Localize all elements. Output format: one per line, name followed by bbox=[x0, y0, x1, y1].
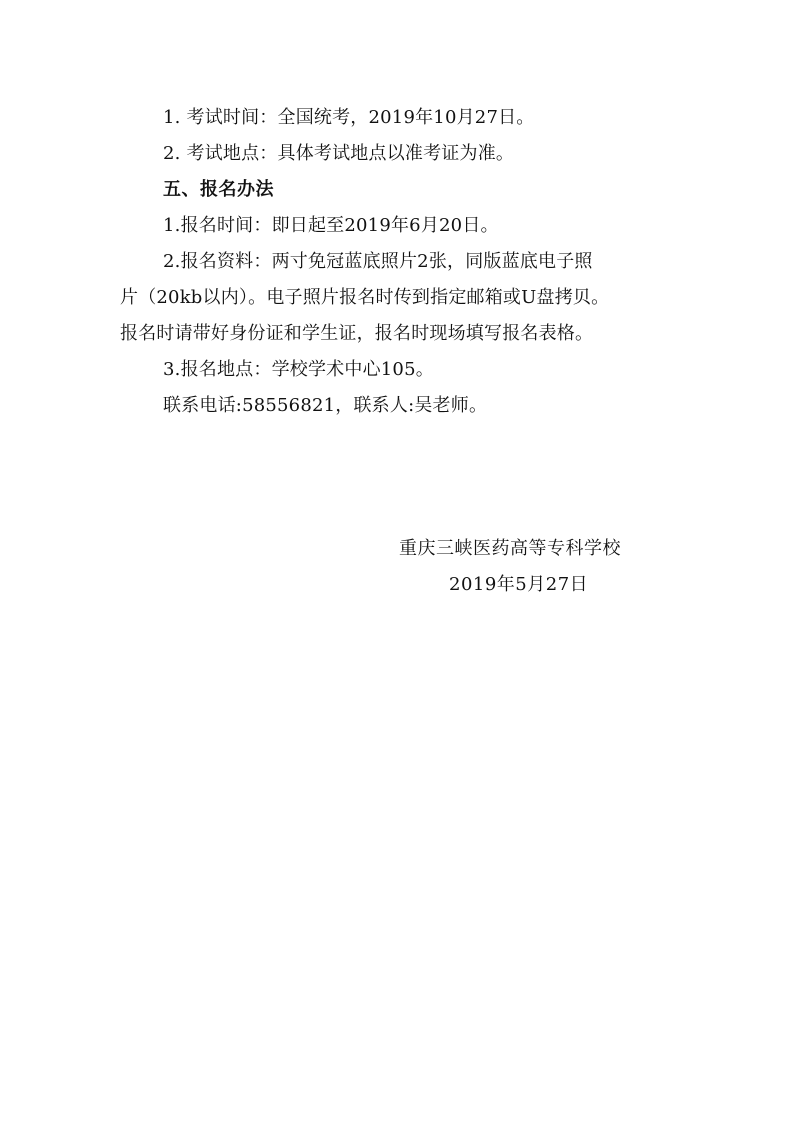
signature-date: 2019年5月27日 bbox=[449, 574, 589, 595]
registration-materials-item: 2.报名资料：两寸免冠蓝底照片2张，同版蓝底电子照 bbox=[163, 251, 593, 272]
exam-location-item: 2. 考试地点：具体考试地点以准考证为准。 bbox=[163, 143, 515, 164]
registration-id-note: 报名时请带好身份证和学生证，报名时现场填写报名表格。 bbox=[120, 323, 594, 344]
registration-materials-continued: 片（20kb以内）。电子照片报名时传到指定邮箱或U盘拷贝。 bbox=[120, 287, 610, 308]
registration-time-item: 1.报名时间：即日起至2019年6月20日。 bbox=[163, 215, 499, 236]
registration-location-item: 3.报名地点：学校学术中心105。 bbox=[163, 359, 434, 380]
contact-information: 联系电话:58556821，联系人:吴老师。 bbox=[163, 395, 488, 416]
section-heading-registration: 五、报名办法 bbox=[163, 179, 274, 200]
signature-organization: 重庆三峡医药高等专科学校 bbox=[399, 538, 621, 559]
exam-time-item: 1. 考试时间：全国统考，2019年10月27日。 bbox=[163, 107, 535, 128]
